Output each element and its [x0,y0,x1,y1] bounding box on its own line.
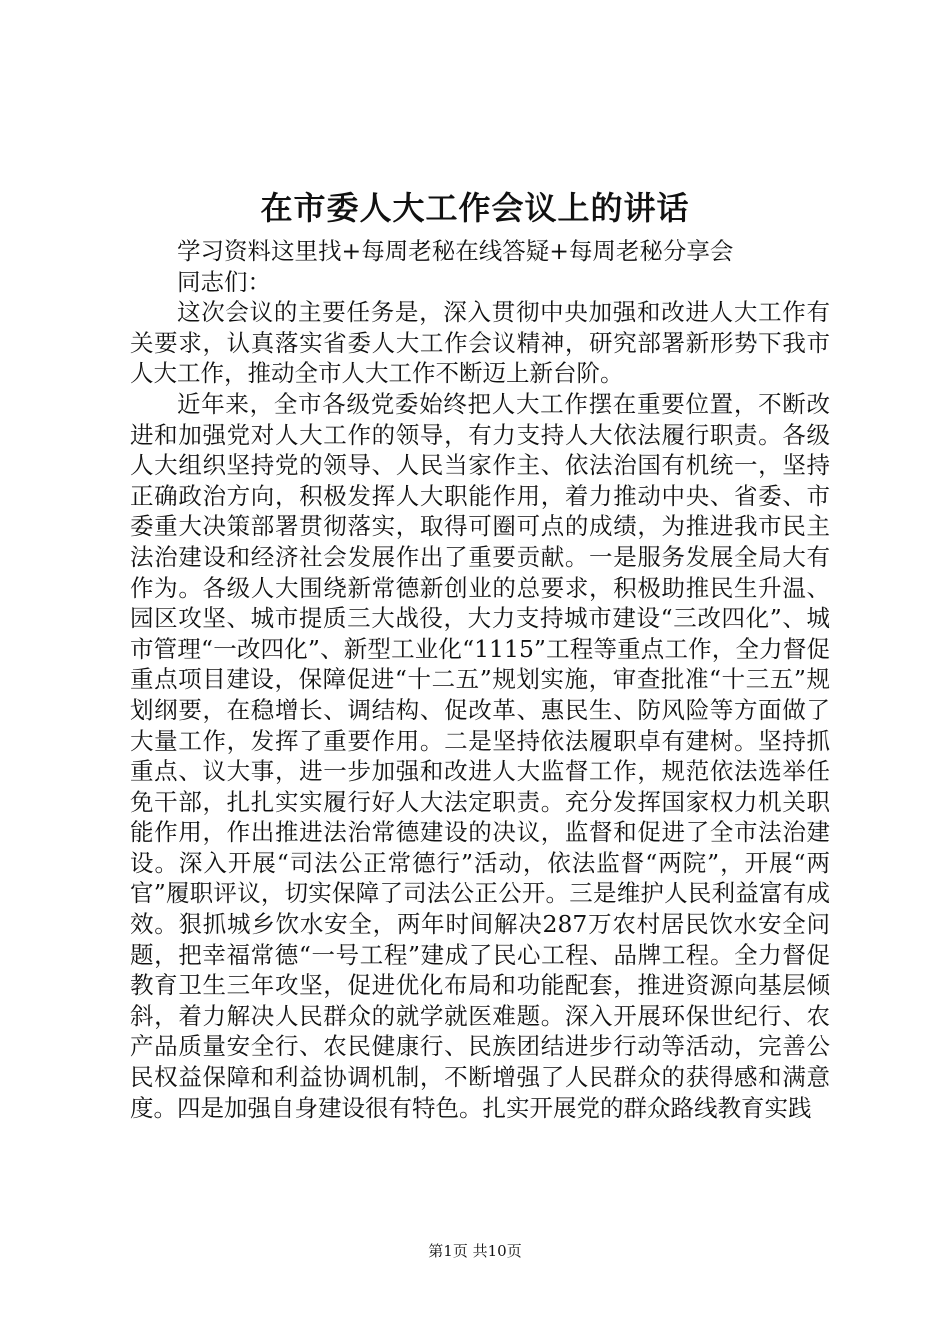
document-title: 在市委人大工作会议上的讲话 [260,189,690,227]
salutation: 同志们： [177,267,271,296]
intro-line: 学习资料这里找+每周老秘在线答疑+每周老秘分享会 [177,237,734,265]
paragraph: 这次会议的主要任务是，深入贯彻中央加强和改进人大工作有关要求，认真落实省委人大工作会议精神，研究部署新形势下我市人大工作，推动全市人大工作不断迈上新台阶。 [130,298,830,388]
paragraph: 近年来，全市各级党委始终把人大工作摆在重要位置，不断改进和加强党对人大工作的领导，有力支持人大依法履行职责。各级人大组织坚持党的领导、人民当家作主、依法治国有机统一，坚持正确政治方向，积极发挥人大职能作用，着力推动中央、省委、市委重大决策部署贯彻落实，取得可圈可点的成绩，为推进我市民主法治建设和经济社会发展作出了重要贡献。一是服务发展全局大有作为。各级人大围绕新常德新创业的总要求，积极助推民生升温、园区攻坚、城市提质三大战役，大力支持城市建设“三改四化”、城市管理“一改四化”、新型工业化“1115”工程等重点工作，全力督促重点项目建设，保障促进“十二五”规划实施，审查批准“十三五”规划纲要，在稳增长、调结构、促改革、惠民生、防风险等方面做了大量工作，发挥了重要作用。二是坚持依法履职卓有建树。坚持抓重点、议大事，进一步加强和改进人大监督工作，规范依法选举任免干部，扎扎实实履行好人大法定职责。充分发挥国家权力机关职能作用，作出推进法治常德建设的决议，监督和促进了全市法治建设。深入开展“司法公正常德行”活动，依法监督“两院”，开展“两官”履职评议，切实保障了司法公正公开。三是维护人民利益富有成效。狠抓城乡饮水安全，两年时间解决287万农村居民饮水安全问题，把幸福常德“一号工程”建成了民心工程、品牌工程。全力督促教育卫生三年攻坚，促进优化布局和功能配套，推进资源向基层倾斜，着力解决人民群众的就学就医难题。深入开展环保世纪行、农产品质量安全行、农民健康行、民族团结进步行动等活动，完善公民权益保障和利益协调机制，不断增强了人民群众的获得感和满意度。四是加强自身建设很有特色。扎实开展党的群众路线教育实践 [130,389,830,1122]
document-body [130,236,830,1123]
page-number: 第1页 共10页 [428,1242,522,1260]
